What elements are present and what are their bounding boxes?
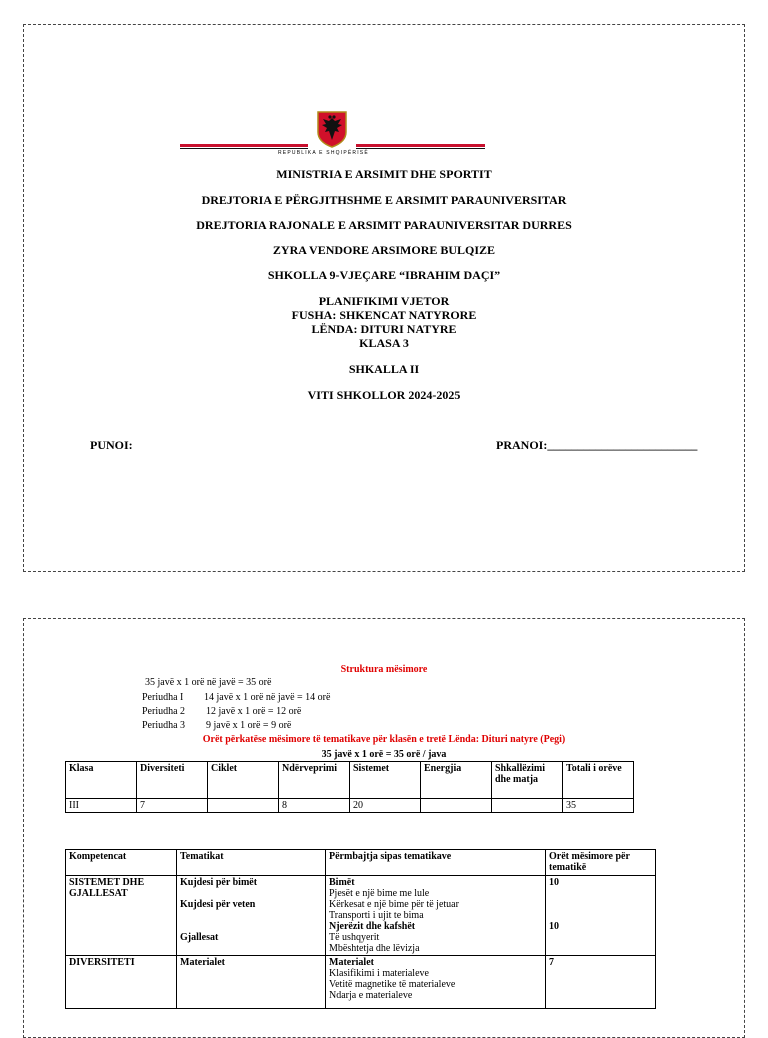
header-cell: Totali i orëve (563, 762, 634, 799)
plan-field: FUSHA: SHKENCAT NATYRORE (291, 308, 477, 322)
period-3 (142, 720, 291, 732)
header-cell: Diversiteti (137, 762, 208, 799)
themes-cell (177, 956, 326, 1009)
table-row (66, 876, 656, 956)
approved-by-label: PRANOI:_________________________ (496, 438, 698, 452)
table-row (66, 799, 634, 813)
themes-table-header (66, 850, 656, 876)
content-heading: Njerëzit dhe kafshët (329, 921, 416, 932)
content-item: Vetitë magnetike të materialeve (329, 979, 456, 990)
period-2-hours: 12 javë x 1 orë = 12 orë (206, 706, 302, 717)
local-office-line: ZYRA VENDORE ARSIMORE BULQIZE (272, 243, 496, 257)
theme-item: Materialet (180, 957, 225, 968)
hours-value: 7 (549, 957, 554, 968)
ministry-line: MINISTRIA E ARSIMIT DHE SPORTIT (276, 167, 492, 181)
header-cell: Përmbajtja sipas tematikave (326, 850, 546, 876)
table-row (66, 956, 656, 1009)
contents-cell (326, 956, 546, 1009)
structure-title: Struktura mësimore (340, 664, 428, 675)
period-3-hours: 9 javë x 1 orë = 9 orë (206, 720, 292, 731)
themes-table (65, 849, 656, 1009)
content-item: Të ushqyerit (329, 932, 380, 943)
cell (492, 799, 563, 813)
header-cell: Energjia (421, 762, 492, 799)
content-item: Ndarja e materialeve (329, 990, 413, 1001)
contents-cell (326, 876, 546, 956)
header-cell: Ciklet (208, 762, 279, 799)
weekly-hours: 35 javë x 1 orë = 35 orë / java (321, 749, 447, 760)
header-cell: Tematikat (177, 850, 326, 876)
content-item: Kërkesat e një bime për të jetuar (329, 899, 459, 910)
emblem-motto: REPUBLIKA E SHQIPËRISË (278, 150, 369, 156)
school-year: VITI SHKOLLOR 2024-2025 (307, 388, 461, 402)
period-2-name: Periudha 2 (142, 706, 186, 717)
emblem-bar-left (180, 144, 308, 147)
header-cell: Sistemet (350, 762, 421, 799)
content-item: Mbështetja dhe lëvizja (329, 943, 420, 954)
content-heading: Bimët (329, 877, 355, 888)
emblem-bar-right (356, 144, 485, 147)
content-item: Pjesët e një bime me lule (329, 888, 430, 899)
cell: 20 (350, 799, 421, 813)
competence-cell: DIVERSITETI (66, 956, 177, 1009)
period-1-hours: 14 javë x 1 orë në javë = 14 orë (204, 692, 331, 703)
period-1 (142, 692, 330, 704)
hours-value: 10 (549, 921, 559, 932)
hours-cell (546, 876, 656, 956)
directorate-general-line: DREJTORIA E PËRGJITHSHME E ARSIMIT PARAUNIVERSITAR (201, 193, 567, 207)
cell: 8 (279, 799, 350, 813)
content-heading: Materialet (329, 957, 374, 968)
competence-cell: SISTEMET DHE GJALLESAT (66, 876, 177, 956)
state-emblem (180, 110, 485, 160)
plan-level: SHKALLA II (348, 362, 420, 376)
period-2 (142, 706, 301, 718)
theme-item: Kujdesi për bimët (180, 877, 258, 888)
header-cell: Orët mësimore për tematikë (546, 850, 656, 876)
header-cell: Shkallëzimi dhe matja (492, 762, 563, 799)
cell: 7 (137, 799, 208, 813)
made-by-label: PUNOI: (90, 438, 133, 452)
theme-item: Gjallesat (180, 932, 219, 943)
cell (421, 799, 492, 813)
school-line: SHKOLLA 9-VJEÇARE “IBRAHIM DAÇI” (267, 268, 501, 282)
content-item: Transporti i ujit te bima (329, 910, 424, 921)
theme-item: Kujdesi për veten (180, 899, 256, 910)
themes-hours-subtitle: Orët përkatëse mësimore të tematikave për klasën e tretë Lënda: Dituri natyre (Pegi) (202, 734, 566, 745)
structure-total: 35 javë x 1 orë në javë = 35 orë (145, 677, 272, 688)
hours-table-header (66, 762, 634, 799)
themes-cell (177, 876, 326, 956)
cell: III (66, 799, 137, 813)
plan-class: KLASA 3 (359, 336, 409, 350)
header-cell: Kompetencat (66, 850, 177, 876)
hours-value: 10 (549, 877, 559, 888)
cell (208, 799, 279, 813)
period-1-name: Periudha I (142, 692, 184, 703)
content-item: Klasifikimi i materialeve (329, 968, 429, 979)
header-cell: Klasa (66, 762, 137, 799)
plan-title: PLANIFIKIMI VJETOR (318, 294, 450, 308)
regional-directorate-line: DREJTORIA RAJONALE E ARSIMIT PARAUNIVERSITAR DURRES (196, 218, 572, 232)
albanian-eagle-shield-icon (316, 110, 348, 148)
header-cell: Ndërveprimi (279, 762, 350, 799)
plan-subject: LËNDA: DITURI NATYRE (311, 322, 457, 336)
hours-cell (546, 956, 656, 1009)
period-3-name: Periudha 3 (142, 720, 186, 731)
hours-table (65, 761, 634, 813)
cell: 35 (563, 799, 634, 813)
